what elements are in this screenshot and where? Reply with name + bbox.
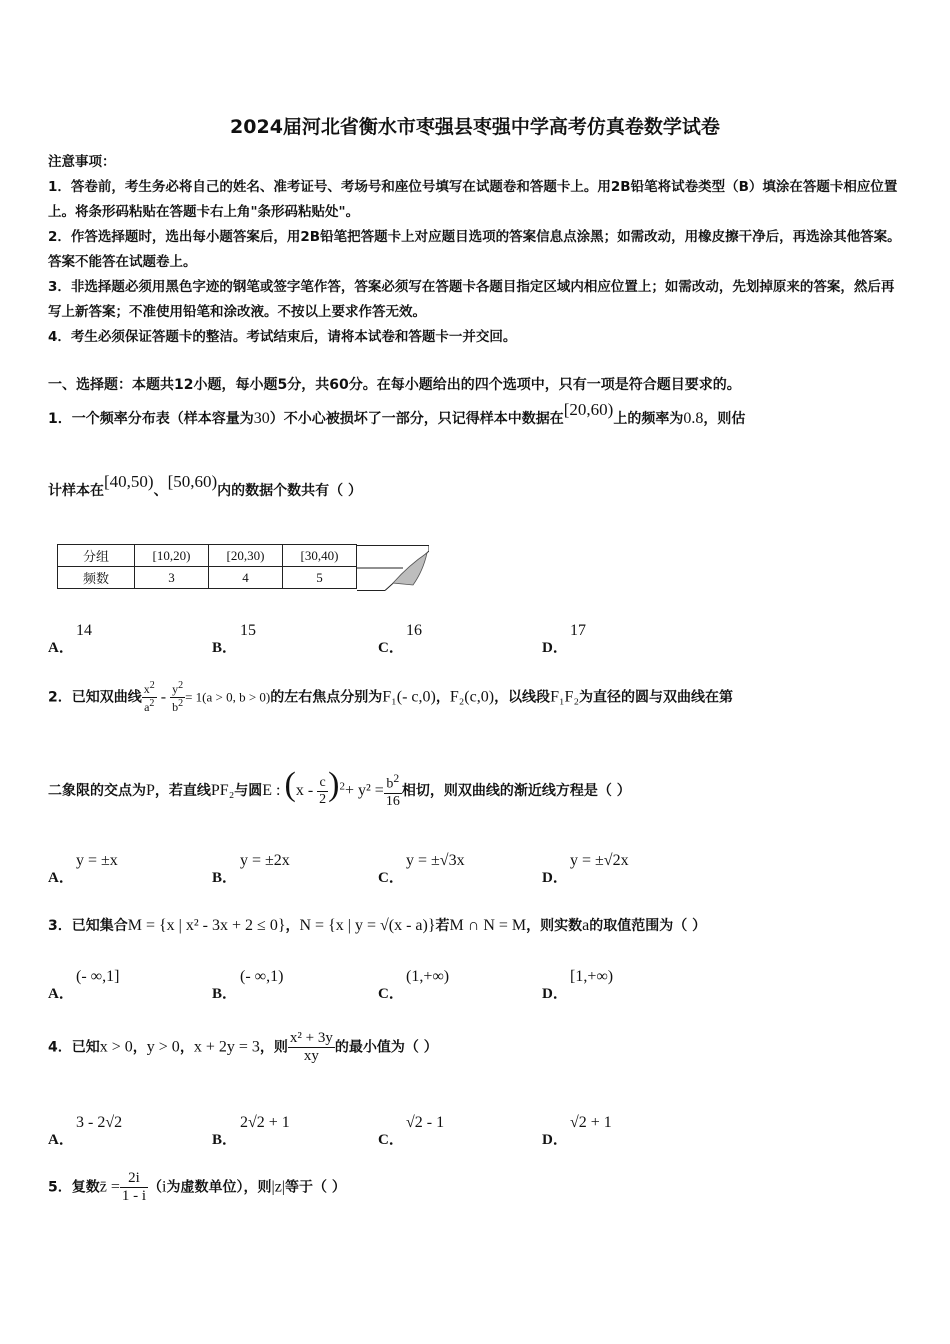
question-2-line-2: 二象限的交点为P，若直线PF₂与圆E : (x - $\frac{c}{2}$ )$^2$+ y² = $\frac{b^2}{16}$ 相切，则双曲线的渐近线方程是（ ）	[48, 766, 631, 809]
question-5-line: 5．复数z̄ = $\frac{2i}{1 - i}$ （i为虚数单位），则|z|等于（ ）	[48, 1170, 346, 1204]
section-heading: 一、选择题：本题共12小题，每小题5分，共60分。在每小题给出的四个选项中，只有一项是符合题目要求的。	[48, 377, 741, 393]
notes-heading: 注意事项：	[48, 154, 116, 170]
question-1-options: A． 14 B． 15 C． 16 D． 17	[48, 622, 586, 656]
question-2-line-1: 2．已知双曲线 $\frac{x^2}{a^2}$ - $\frac{y^2}{b^2}$ = 1(a > 0, b > 0)的左右焦点分别为F₁(- c,0)，F₂(c,0)，以线段F₁F₂为直径的圆与双曲线在第	[48, 680, 734, 714]
note-item: 3．非选择题必须用黑色字迹的钢笔或签字笔作答，答案必须写在答题卡各题目指定区域内相应位置上；如需改动，先划掉原来的答案，然后再写上新答案；不准使用铅笔和涂改液。不按以上要求作答无效。	[48, 279, 895, 320]
question-4-line: 4．已知x > 0，y > 0，x + 2y = 3，则 $\frac{\text{x² + 3y}}{xy}$ 的最小值为（ ）	[48, 1030, 438, 1064]
notes-block	[48, 150, 903, 350]
table-row: 分组 [10,20) [20,30) [30,40)	[58, 545, 357, 567]
table-row: 频数 3 4 5	[58, 567, 357, 589]
page-title: 2024届河北省衡水市枣强县枣强中学高考仿真卷数学试卷	[230, 116, 720, 138]
question-3-line: 3．已知集合M = {x | x² - 3x + 2 ≤ 0}，N = {x | y = √(x - a)}若M ∩ N = M，则实数a的取值范围为（ ）	[48, 917, 707, 934]
question-1-line-2: 计样本在[40,50)、[50,60)内的数据个数共有（ ）	[48, 472, 363, 499]
question-2-options: A． y = ±x B． y = ±2x C． y = ±√3x D． y = ±√2x	[48, 852, 629, 886]
question-1-line-1: 1．一个频率分布表（样本容量为30）不小心被损坏了一部分，只记得样本中数据在[20,60)上的频率为0.8，则估	[48, 400, 746, 427]
note-item: 2．作答选择题时，选出每小题答案后，用2B铅笔把答题卡上对应题目选项的答案信息点涂黑；如需改动，用橡皮擦干净后，再选涂其他答案。答案不能答在试题卷上。	[48, 229, 901, 270]
torn-corner-graphic	[357, 545, 429, 591]
note-item: 1．答卷前，考生务必将自己的姓名、准考证号、考场号和座位号填写在试题卷和答题卡上。用2B铅笔将试卷类型（B）填涂在答题卡相应位置上。将条形码粘贴在答题卡右上角"条形码粘贴处"。	[48, 179, 898, 220]
frequency-table	[57, 544, 357, 589]
question-4-options: A． 3 - 2√2 B． 2√2 + 1 C． √2 - 1 D． √2 + 1	[48, 1114, 612, 1148]
note-item: 4．考生必须保证答题卡的整洁。考试结束后，请将本试卷和答题卡一并交回。	[48, 329, 517, 345]
question-3-options: A． (- ∞,1] B． (- ∞,1) C． (1,+∞) D． [1,+∞)	[48, 968, 614, 1002]
